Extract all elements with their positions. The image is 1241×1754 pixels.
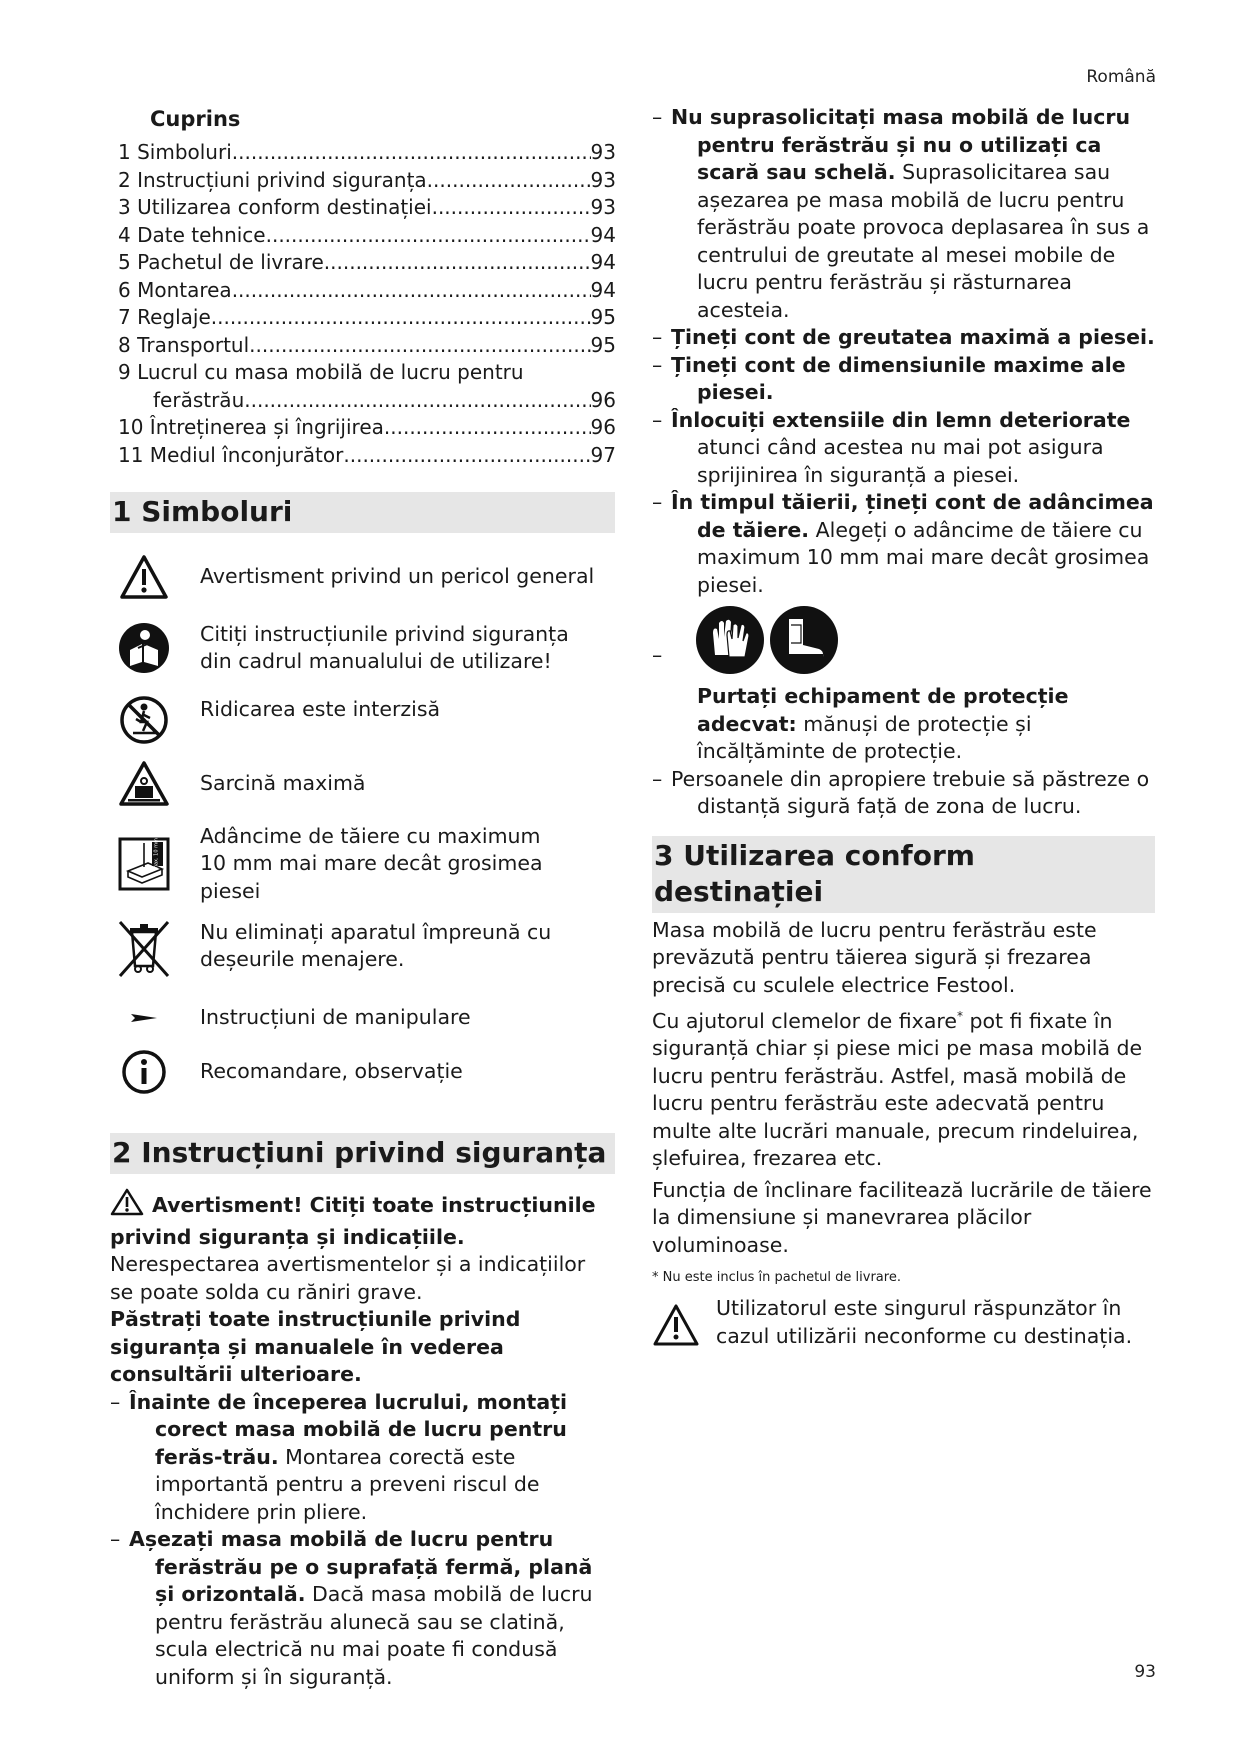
section-heading-symbols: 1 Simboluri [110,492,615,533]
toc-item[interactable]: 10 Întreținerea și îngrijirea ..... 96 [118,414,616,442]
toc-title: Cuprins [150,107,241,131]
safety-item: – Înlocuiți extensiile din lemn deteriorate atunci când acestea nu mai pot asigura sprijinirea în siguranță a piesei. [652,407,1131,487]
symbols-list [110,547,615,1101]
symbol-text: Avertisment privind un pericol general [200,564,595,589]
toc-item[interactable]: 5 Pachetul de livrare ..... 94 [118,249,616,277]
symbol-row [110,913,615,985]
symbol-row [110,689,615,751]
table-of-contents [110,139,616,469]
gloves-icon [695,605,765,675]
safety-item: – Nu suprasolicitați masa mobilă de lucru pentru ferăstrău și nu o utilizați ca scară sau schelă. Suprasolicitarea sau așezarea pe masa mobilă de lucru pentru ferăstrău poate provoca deplasarea în sus a centrului de greutate al mesei mobile de lucru pentru ferăstrău și răsturnarea acesteia. [652,105,1150,322]
cutting-depth-icon-label: max. 10 mm [153,838,160,870]
safety-keep-instructions: Păstrați toate instrucțiunile privind siguranța și manualele în vederea consultării ulterioare. [110,1307,521,1386]
left-column [110,100,615,1691]
ppe-icons-row [652,605,1155,683]
safety-item: – Înainte de începerea lucrului, montați corect masa mobilă de lucru pentru ferăs-trău. Montarea corectă este importantă pentru a preveni riscul de închidere prin pliere. [110,1389,568,1524]
section-heading-safety: 2 Instrucțiuni privind siguranța [110,1133,615,1174]
toc-item[interactable]: 9 Lucrul cu masa mobilă de lucru pentru ferăstrău ..... 96 [118,359,616,414]
page-language: Română [1086,67,1156,87]
intended-use-paragraph: Masa mobilă de lucru pentru ferăstrău este prevăzută pentru tăierea sigură și frezarea precisă cu sculele electrice Festool. [652,917,1097,997]
safety-item: – Țineți cont de greutatea maximă a piesei. [652,325,1155,349]
symbol-text: Sarcină maximă [200,771,366,796]
cutting-depth-icon [116,836,172,892]
symbol-row [110,755,615,813]
toc-item[interactable]: 1 Simboluri ..... 93 [118,139,616,167]
safety-item: – Țineți cont de dimensiunile maxime ale piesei. [652,352,1126,404]
symbol-row [110,819,615,909]
symbol-text: Instrucțiuni de manipulare [200,1005,471,1030]
info-icon [116,1044,172,1100]
footnote: * Nu este inclus în pachetul de livrare. [652,1270,901,1286]
symbol-row [110,1043,615,1101]
toc-item[interactable]: 6 Montarea ..... 94 [118,277,616,305]
toc-item[interactable]: 7 Reglaje ..... 95 [118,304,616,332]
ppe-icons [695,605,1155,675]
warning-triangle-icon [652,1295,708,1351]
safety-item: – Persoanele din apropiere trebuie să păstreze o distanță sigură față de zona de lucru. [652,766,1150,818]
safety-item: – În timpul tăierii, țineți cont de adâncimea de tăiere. Alegeți o adâncime de tăiere cu maximum 10 mm mai mare decât grosimea piesei. [652,490,1154,597]
safety-content [110,1188,615,1691]
symbol-row [110,547,615,607]
warning-triangle-icon [110,1188,144,1224]
safety-boots-icon [769,605,839,675]
safety-item: – Așezați masa mobilă de lucru pentru ferăstrău pe o suprafață fermă, plană și orizontală. Dacă masa mobilă de lucru pentru ferăstrău alunecă sau se clatină, scula electrică nu mai poate fi condusă uniform și în siguranță. [110,1527,593,1689]
toc-item[interactable]: 8 Transportul ..... 95 [118,332,616,360]
intended-use-paragraph: Funcția de înclinare facilitează lucrările de tăiere la dimensiune și manevrarea plăcilor voluminoase. [652,1177,1152,1257]
symbol-text: Ridicarea este interzisă [200,697,441,722]
symbol-text: Recomandare, observație [200,1059,463,1084]
no-climbing-icon [116,692,172,748]
handling-arrow-icon [116,1003,172,1033]
symbol-text: Citiți instrucțiunile privind siguranța din cadrul manualului de utilizare! [200,621,569,673]
toc-item[interactable]: 2 Instrucțiuni privind siguranța ..... 93 [118,167,616,195]
symbol-text: Adâncime de tăiere cu maximum 10 mm mai mare decât grosimea piesei [200,823,543,903]
intended-use-content [652,917,1155,1352]
crossed-bin-icon [116,921,172,977]
toc-item[interactable]: 4 Date tehnice ..... 94 [118,222,616,250]
right-column [652,104,1155,1351]
responsibility-notice [652,1295,1155,1351]
intended-use-paragraph: Cu ajutorul clemelor de fixare* pot fi fixate în siguranță chiar și piese mici pe masa mobilă de lucru pentru ferăstrău. Astfel, masă mobilă de lucru pentru ferăstrău este adecvată pentru multe alte lucrări manuale, precum rindeluirea, șlefuirea, frezarea etc. [652,1008,1143,1171]
page-number: 93 [1134,1662,1156,1682]
dash-marker: – [652,643,663,667]
symbol-text: Nu eliminați aparatul împreună cu deșeurile menajere. [200,919,552,971]
safety-warning-paragraph: Avertisment! Citiți toate instrucțiunile privind siguranța și indicațiile. Nerespectarea avertismentelor și a indicațiilor se poate solda cu răniri grave. [110,1188,615,1306]
responsibility-text: Utilizatorul este singurul răspunzător în cazul utilizării neconforme cu destinația. [716,1296,1133,1348]
ppe-instruction: Purtați echipament de protecție adecvat: mănuși de protecție și încălțăminte de protecție. [697,684,1069,763]
warning-triangle-icon [116,549,172,605]
symbol-row [110,999,615,1037]
toc-item[interactable]: 3 Utilizarea conform destinației ..... 93 [118,194,616,222]
symbol-row [110,613,615,683]
read-manual-icon [116,620,172,676]
max-load-icon [116,756,172,812]
section-heading-intended-use: 3 Utilizarea conform destinației [652,836,1155,913]
toc-item[interactable]: 11 Mediul înconjurător ..... 97 [118,442,616,470]
